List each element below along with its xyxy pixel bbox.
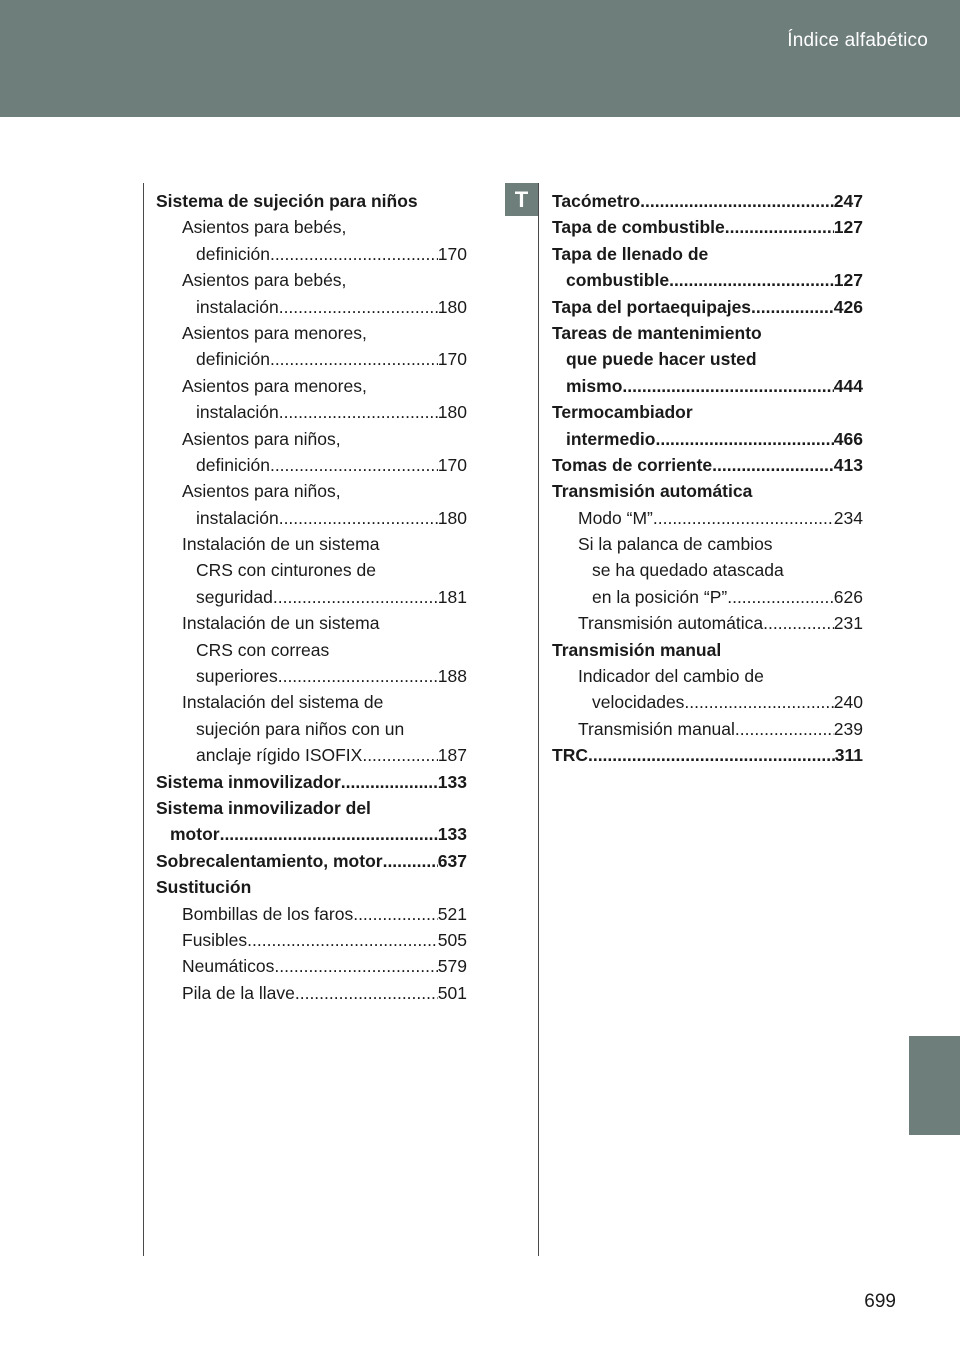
index-entry xyxy=(156,320,467,346)
index-entry xyxy=(552,267,863,293)
index-entry-page: 181 xyxy=(437,586,467,607)
index-entry xyxy=(156,953,467,979)
dot-leader xyxy=(653,505,834,531)
section-letter-tab: T xyxy=(505,183,538,216)
index-entry-label: motor xyxy=(170,824,220,845)
index-entry-page: 180 xyxy=(437,507,467,528)
index-entry xyxy=(552,689,863,715)
index-entry-label: Modo “M” xyxy=(578,507,653,528)
index-entry-page: 413 xyxy=(833,454,863,475)
dot-leader xyxy=(353,901,438,927)
dot-leader xyxy=(751,294,834,320)
index-entry-label: Asientos para bebés, xyxy=(182,217,347,238)
index-entry-label: Transmisión automática xyxy=(552,481,753,502)
dot-leader xyxy=(279,505,438,531)
index-entry xyxy=(156,188,467,214)
index-entry-page: 240 xyxy=(833,692,863,713)
index-entry xyxy=(552,241,863,267)
index-entry-page: 501 xyxy=(437,982,467,1003)
index-entry-label: instalación xyxy=(196,402,279,423)
index-entry-label: Instalación de un sistema xyxy=(182,534,380,555)
index-entry-label: Sustitución xyxy=(156,877,252,898)
index-entry xyxy=(156,531,467,557)
index-entry-label: CRS con correas xyxy=(196,639,330,660)
dot-leader xyxy=(270,346,438,372)
index-entry-label: CRS con cinturones de xyxy=(196,560,376,581)
index-entry xyxy=(552,637,863,663)
index-entry xyxy=(552,188,863,214)
index-entry xyxy=(552,399,863,425)
index-entry-page: 187 xyxy=(437,745,467,766)
dot-leader xyxy=(278,663,438,689)
index-entry xyxy=(156,557,467,583)
index-entry-label: mismo xyxy=(566,375,623,396)
index-entry-page: 188 xyxy=(437,666,467,687)
index-entry xyxy=(552,214,863,240)
dot-leader xyxy=(270,452,438,478)
index-entry-page: 170 xyxy=(437,454,467,475)
index-entry xyxy=(552,373,863,399)
index-entry-label: superiores xyxy=(196,666,278,687)
index-column-right xyxy=(552,188,863,769)
dot-leader xyxy=(727,584,834,610)
index-entry-page: 170 xyxy=(437,243,467,264)
index-entry-label: Tapa de combustible xyxy=(552,217,725,238)
index-entry xyxy=(156,848,467,874)
index-entry xyxy=(156,294,467,320)
chapter-tab xyxy=(909,1036,960,1135)
index-entry-label: Tomas de corriente xyxy=(552,454,713,475)
index-entry-label: Transmisión manual xyxy=(552,639,722,660)
index-entry-page: 247 xyxy=(833,191,863,211)
dot-leader xyxy=(220,821,438,847)
index-entry xyxy=(156,399,467,425)
index-entry-label: Tapa de llenado de xyxy=(552,243,709,264)
dot-leader xyxy=(383,848,438,874)
index-entry-label: Sobrecalentamiento, motor xyxy=(156,850,383,871)
index-entry-page: 626 xyxy=(833,586,863,607)
index-entry xyxy=(156,874,467,900)
index-entry-label: Sistema de sujeción para niños xyxy=(156,191,418,211)
index-entry xyxy=(156,980,467,1006)
index-entry xyxy=(552,663,863,689)
index-entry-label: anclaje rígido ISOFIX xyxy=(196,745,363,766)
index-entry-page: 133 xyxy=(437,771,467,792)
index-entry xyxy=(156,584,467,610)
dot-leader xyxy=(247,927,438,953)
index-entry xyxy=(552,531,863,557)
index-entry xyxy=(156,267,467,293)
index-entry-label: Neumáticos xyxy=(182,956,275,977)
index-entry xyxy=(156,241,467,267)
index-entry-label: Tareas de mantenimiento xyxy=(552,322,762,343)
index-entry-page: 231 xyxy=(833,613,863,634)
dot-leader xyxy=(725,214,834,240)
index-entry-label: instalación xyxy=(196,507,279,528)
index-entry xyxy=(552,557,863,583)
index-entry-page: 444 xyxy=(833,375,863,396)
index-entry-label: definición xyxy=(196,454,270,475)
index-entry-page: 521 xyxy=(437,903,467,924)
index-entry-label: Asientos para menores, xyxy=(182,322,367,343)
index-entry-page: 180 xyxy=(437,402,467,423)
index-entry-label: definición xyxy=(196,349,270,370)
index-entry-label: combustible xyxy=(566,270,670,291)
index-entry xyxy=(156,742,467,768)
index-entry-label: sujeción para niños con un xyxy=(196,718,405,739)
index-entry xyxy=(552,716,863,742)
index-entry-label: Asientos para niños, xyxy=(182,428,341,449)
index-entry-page: 127 xyxy=(833,217,863,238)
dot-leader xyxy=(669,267,834,293)
index-entry-label: Fusibles xyxy=(182,929,248,950)
index-entry-label: Instalación de un sistema xyxy=(182,613,380,634)
index-entry-page: 311 xyxy=(834,745,863,766)
dot-leader xyxy=(712,452,834,478)
index-entry xyxy=(156,663,467,689)
index-entry-label: intermedio xyxy=(566,428,656,449)
dot-leader xyxy=(295,980,438,1006)
index-entry xyxy=(156,346,467,372)
index-entry-page: 579 xyxy=(437,956,467,977)
index-entry xyxy=(156,373,467,399)
index-entry xyxy=(156,426,467,452)
index-entry-label: Bombillas de los faros xyxy=(182,903,354,924)
index-entry-label: Asientos para niños, xyxy=(182,481,341,502)
index-entry-label: Sistema inmovilizador xyxy=(156,771,341,792)
dot-leader xyxy=(274,953,437,979)
index-entry xyxy=(156,927,467,953)
dot-leader xyxy=(341,769,438,795)
index-entry-label: que puede hacer usted xyxy=(566,349,757,370)
index-entry xyxy=(552,478,863,504)
index-entry xyxy=(156,769,467,795)
index-entry xyxy=(552,346,863,372)
index-entry-label: Termocambiador xyxy=(552,402,693,423)
index-entry-label: Instalación del sistema de xyxy=(182,692,384,713)
index-entry-page: 133 xyxy=(437,824,467,845)
index-entry-label: Si la palanca de cambios xyxy=(578,534,773,555)
index-entry-label: velocidades xyxy=(592,692,685,713)
index-entry-page: 180 xyxy=(437,296,467,317)
index-entry xyxy=(156,610,467,636)
index-entry xyxy=(156,821,467,847)
index-entry xyxy=(552,426,863,452)
index-entry-label: definición xyxy=(196,243,270,264)
dot-leader xyxy=(279,294,438,320)
index-entry xyxy=(156,478,467,504)
index-entry-label: Sistema inmovilizador del xyxy=(156,797,371,818)
column-divider-left xyxy=(143,183,144,1256)
index-entry xyxy=(156,637,467,663)
dot-leader xyxy=(279,399,438,425)
index-entry xyxy=(156,214,467,240)
index-entry-label: Tapa del portaequipajes xyxy=(552,296,752,317)
index-entry xyxy=(552,610,863,636)
index-entry xyxy=(552,584,863,610)
index-entry-page: 426 xyxy=(833,296,863,317)
index-entry xyxy=(552,505,863,531)
index-entry-label: Asientos para menores, xyxy=(182,375,367,396)
index-entry-label: se ha quedado atascada xyxy=(592,560,784,581)
index-entry-label: Tacómetro xyxy=(552,191,641,211)
page-number: 699 xyxy=(864,1291,896,1312)
page-header xyxy=(0,0,960,117)
dot-leader xyxy=(588,742,835,768)
index-entry-page: 170 xyxy=(437,349,467,370)
index-entry xyxy=(156,452,467,478)
index-entry-page: 637 xyxy=(437,850,467,871)
index-entry-label: TRC xyxy=(552,745,588,766)
index-entry xyxy=(552,320,863,346)
index-entry-page: 466 xyxy=(833,428,863,449)
index-entry-label: Pila de la llave xyxy=(182,982,295,1003)
index-entry-label: en la posición “P” xyxy=(592,586,728,607)
index-entry xyxy=(552,742,863,768)
index-entry-label: Indicador del cambio de xyxy=(578,666,764,687)
index-entry-page: 239 xyxy=(833,718,863,739)
dot-leader xyxy=(763,610,834,636)
header-title: Índice alfabético xyxy=(787,30,928,51)
index-entry xyxy=(156,689,467,715)
index-entry xyxy=(552,294,863,320)
index-entry xyxy=(552,452,863,478)
dot-leader xyxy=(655,426,833,452)
index-entry xyxy=(156,795,467,821)
index-entry-label: instalación xyxy=(196,296,279,317)
dot-leader xyxy=(640,188,834,214)
dot-leader xyxy=(735,716,834,742)
index-column-left xyxy=(156,188,467,1006)
dot-leader xyxy=(273,584,438,610)
index-entry-label: Transmisión manual xyxy=(578,718,735,739)
index-entry xyxy=(156,901,467,927)
dot-leader xyxy=(362,742,437,768)
dot-leader xyxy=(270,241,438,267)
index-entry xyxy=(156,505,467,531)
index-entry xyxy=(156,716,467,742)
index-entry-label: Asientos para bebés, xyxy=(182,270,347,291)
index-entry-label: seguridad xyxy=(196,586,273,607)
index-entry-page: 505 xyxy=(437,929,467,950)
index-entry-label: Transmisión automática xyxy=(578,613,764,634)
index-entry-page: 127 xyxy=(833,270,863,291)
column-divider-middle xyxy=(538,183,539,1256)
dot-leader xyxy=(684,689,833,715)
index-entry-page: 234 xyxy=(833,507,863,528)
dot-leader xyxy=(622,373,833,399)
